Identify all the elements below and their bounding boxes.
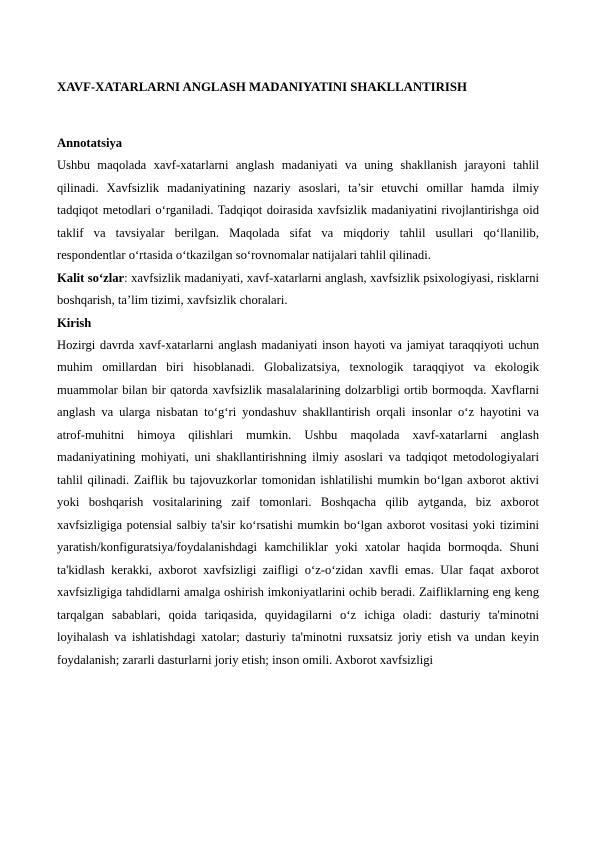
intro-paragraph: Hozirgi davrda xavf-xatarlarni anglash madaniyati inson hayoti va jamiyat taraqqiyoti uchun muhim omillardan biri hisoblanadi. Globalizatsiya, texnologik taraqqiyot va ekologik muammolar bilan bir qatorda xavfsizlik masalalarining dolzarbligi ortib bormoqda. Xavflarni anglash va ularga nisbatan to‘g‘ri yondashuv shakllantirish orqali insonlar o‘z hayotini va atrof-muhitni himoya qilishlari mumkin. Ushbu maqolada xavf-xatarlarni anglash madaniyatining mohiyati, uni shakllantirishning ilmiy asoslari va tadqiqot metodologiyalari tahlil qilinadi. Zaiflik bu tajovuzkorlar tomonidan ishlatilishi mumkin bo‘lgan axborot aktivi yoki boshqarish vositalarining zaif tomonlari. Boshqacha qilib aytganda, biz axborot xavfsizligiga potensial salbiy ta'sir ko‘rsatishi mumkin bo‘lgan axborot vositasi yoki tizimini yaratish/konfiguratsiya/foydalanishdagi kamchiliklar yoki xatolar haqida bormoqda. Shuni ta'kidlash kerakki, axborot xavfsizligi zaifligi o‘z-o‘zidan xavfli emas. Ular faqat axborot xavfsizligiga tahdidlarni amalga oshirish imkoniyatlarini ochib beradi. Zaifliklarning eng keng tarqalgan sabablari, qoida tariqasida, quyidagilarni o‘z ichiga oladi: dasturiy ta'minotni loyihalash va ishlatishdagi xatolar; dasturiy ta'minotni ruxsatsiz joriy etish va undan keyin foydalanish; zararli dasturlarni joriy etish; inson omili. Axborot xavfsizligi [57,337,539,667]
document-page [57,78,539,671]
intro-heading: Kirish [57,315,92,330]
keywords-text: xavfsizlik madaniyati, xavf-xatarlarni anglash, xavfsizlik psixologiyasi, risklarni boshqarish, ta’lim tizimi, xavfsizlik choralari. [57,270,539,307]
document-title: XAVF-XATARLARNI ANGLASH MADANIYATINI SHAKLLANTIRISH [57,80,467,94]
keywords-separator: : [124,270,132,285]
annotation-paragraph: Ushbu maqolada xavf-xatarlarni anglash madaniyati va uning shakllanish jarayoni tahlil qilinadi. Xavfsizlik madaniyatining nazariy asoslari, ta’sir etuvchi omillar hamda ilmiy tadqiqot metodlari o‘rganiladi. Tadqiqot doirasida xavfsizlik madaniyatini rivojlantirishga oid taklif va tavsiyalar berilgan. Maqolada sifat va miqdoriy tahlil usullari qo‘llanilib, respondentlar o‘rtasida o‘tkazilgan so‘rovnomalar natijalari tahlil qilinadi. [57,158,539,262]
annotation-heading: Annotatsiya [57,136,123,150]
keywords-paragraph [57,267,539,312]
keywords-label: Kalit so‘zlar [57,270,125,285]
